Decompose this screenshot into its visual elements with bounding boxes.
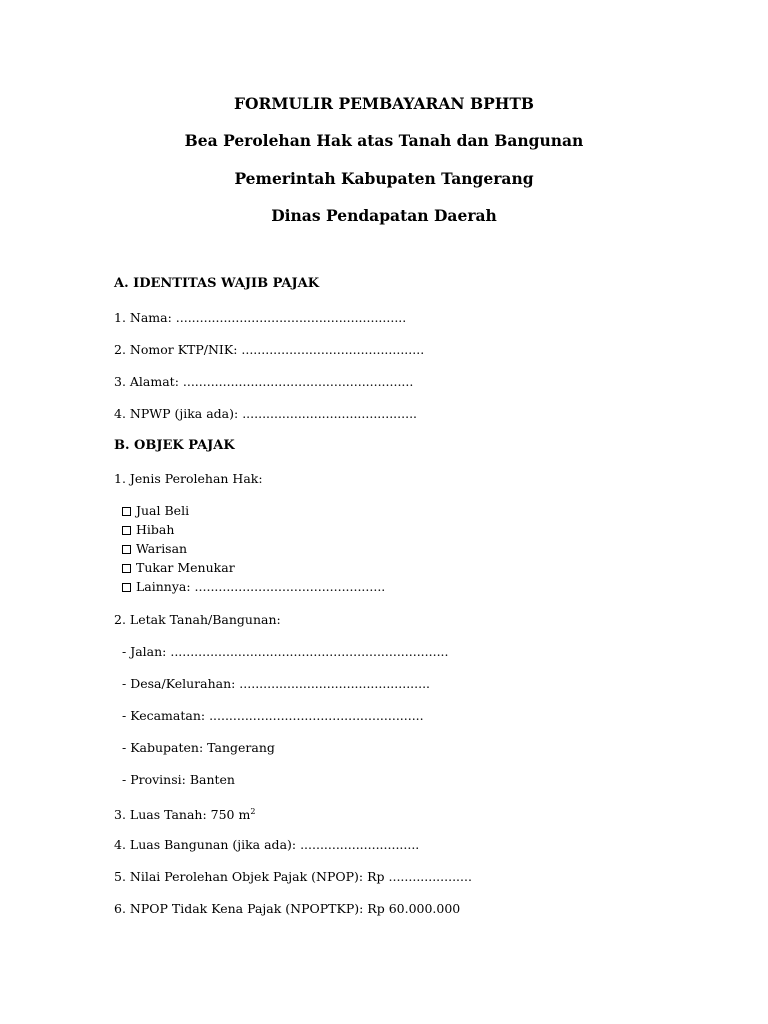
option-label: Lainnya: ................................................ [136, 579, 386, 594]
checkbox-icon [122, 526, 131, 535]
field-provinsi: - Provinsi: Banten [122, 772, 235, 787]
field-letak: 2. Letak Tanah/Bangunan: [114, 612, 281, 627]
field-nama: 1. Nama: .......................................................... [114, 310, 407, 325]
field-jenis-perolehan: 1. Jenis Perolehan Hak: [114, 471, 263, 486]
agency-name: Dinas Pendapatan Daerah [271, 206, 497, 225]
field-jalan: - Jalan: ...................................................................... [122, 644, 449, 659]
checkbox-icon [122, 545, 131, 554]
form-subtitle: Bea Perolehan Hak atas Tanah dan Bangunan [184, 131, 584, 150]
field-npop: 5. Nilai Perolehan Objek Pajak (NPOP): Rp ..................... [114, 869, 472, 884]
option-jual-beli [122, 503, 189, 519]
option-label: Jual Beli [136, 503, 190, 518]
unit-superscript: 2 [250, 807, 256, 816]
option-label: Warisan [136, 541, 188, 556]
field-desa: - Desa/Kelurahan: ................................................ [122, 676, 431, 691]
luas-tanah-value: 3. Luas Tanah: 750 m [114, 807, 251, 823]
checkbox-icon [122, 507, 131, 516]
option-label: Hibah [136, 522, 175, 537]
option-label: Tukar Menukar [136, 560, 235, 575]
option-tukar-menukar [122, 560, 235, 576]
field-alamat: 3. Alamat: .......................................................... [114, 374, 414, 389]
field-luas-tanah [114, 804, 255, 823]
option-warisan [122, 541, 187, 557]
section-a-heading: A. IDENTITAS WAJIB PAJAK [114, 276, 320, 291]
option-hibah [122, 522, 174, 538]
field-npwp: 4. NPWP (jika ada): ............................................ [114, 406, 418, 421]
field-kabupaten: - Kabupaten: Tangerang [122, 740, 275, 755]
section-b-heading: B. OBJEK PAJAK [114, 438, 235, 453]
government-name: Pemerintah Kabupaten Tangerang [234, 169, 534, 188]
field-kecamatan: - Kecamatan: ...................................................... [122, 708, 424, 723]
field-npoptkp: 6. NPOP Tidak Kena Pajak (NPOPTKP): Rp 60.000.000 [114, 901, 461, 916]
checkbox-icon [122, 564, 131, 573]
field-nik: 2. Nomor KTP/NIK: .............................................. [114, 342, 425, 357]
checkbox-icon [122, 583, 131, 592]
form-title: FORMULIR PEMBAYARAN BPHTB [233, 94, 535, 113]
option-lainnya [122, 579, 385, 595]
field-luas-bangunan: 4. Luas Bangunan (jika ada): .............................. [114, 837, 420, 852]
